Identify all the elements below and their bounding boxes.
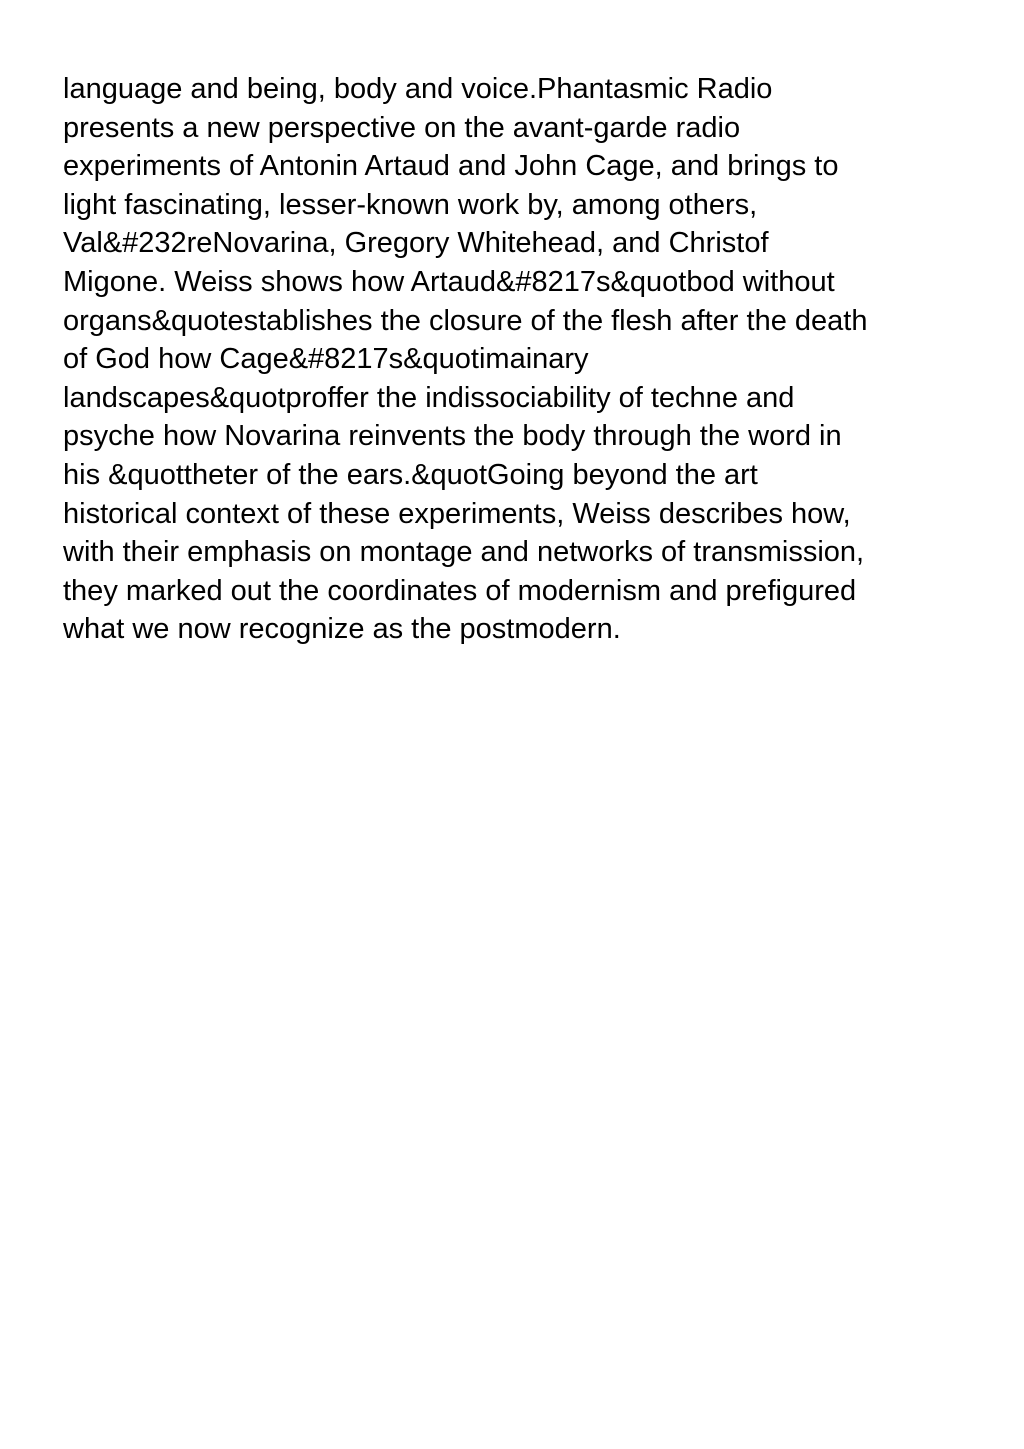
text-line: light fascinating, lesser-known work by, among others, — [63, 188, 758, 221]
text-line: of God how Cage&#8217s&quotimainary — [63, 343, 589, 376]
text-line: organs&quotestablishes the closure of the flesh after the death — [63, 304, 868, 337]
text-line: psyche how Novarina reinvents the body through the word in — [63, 420, 842, 453]
body-paragraph — [63, 70, 983, 649]
text-line: they marked out the coordinates of modernism and prefigured — [63, 574, 857, 607]
text-line: what we now recognize as the postmodern. — [63, 613, 621, 646]
text-line: experiments of Antonin Artaud and John Cage, and brings to — [63, 150, 839, 183]
text-line: landscapes&quotproffer the indissociability of techne and — [63, 381, 795, 414]
text-line: historical context of these experiments, Weiss describes how, — [63, 497, 851, 530]
text-line: presents a new perspective on the avant-garde radio — [63, 111, 741, 144]
text-line: his &quottheter of the ears.&quotGoing beyond the art — [63, 458, 758, 491]
text-line: language and being, body and voice.Phantasmic Radio — [63, 73, 773, 105]
text-line: with their emphasis on montage and networks of transmission, — [63, 536, 865, 569]
text-line: Val&#232reNovarina, Gregory Whitehead, and Christof — [63, 227, 769, 260]
text-line: Migone. Weiss shows how Artaud&#8217s&quotbod without — [63, 265, 835, 298]
